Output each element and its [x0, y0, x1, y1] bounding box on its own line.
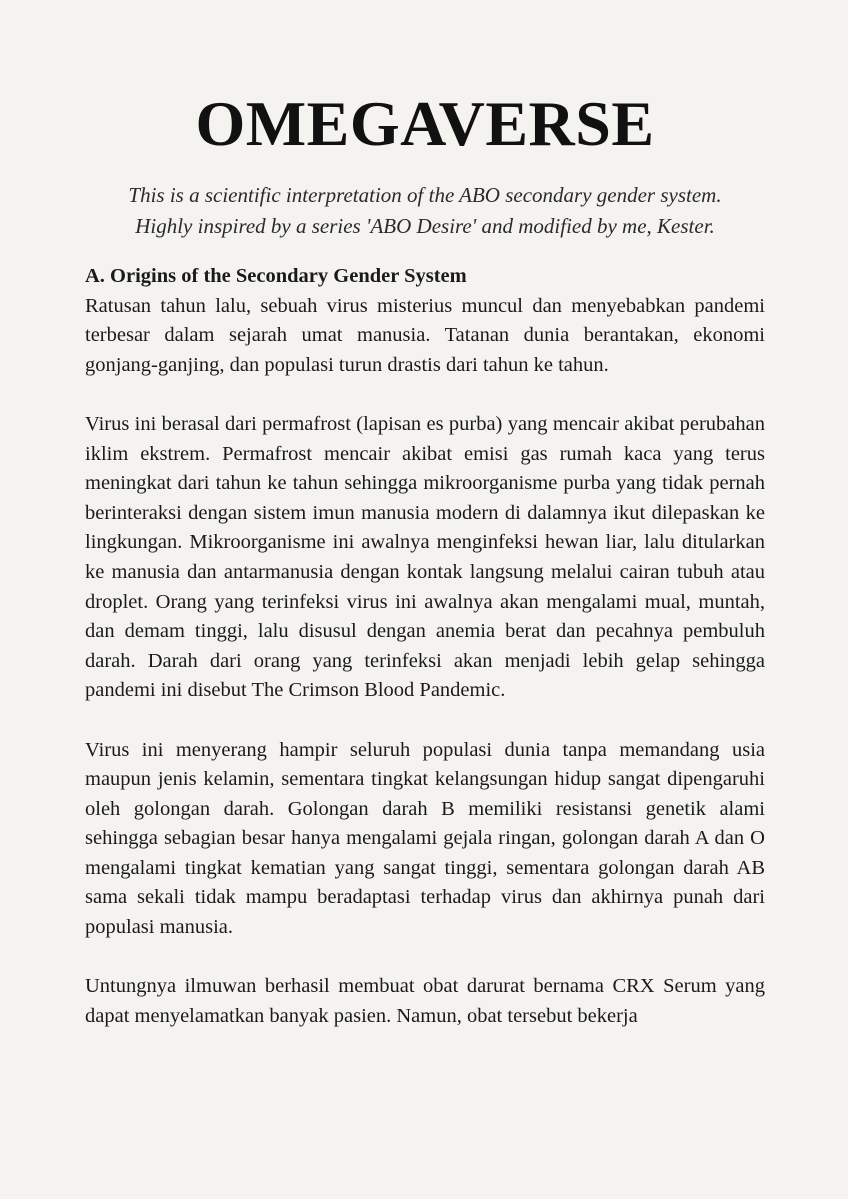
subtitle-line: Highly inspired by a series 'ABO Desire' and modified by me, Kester. [135, 214, 715, 238]
paragraph-spacer [85, 380, 765, 410]
subtitle [85, 180, 765, 242]
subtitle-line: This is a scientific interpretation of the ABO secondary gender system. [128, 183, 722, 207]
page-title: OMEGAVERSE [195, 88, 655, 159]
paragraph: Untungnya ilmuwan berhasil membuat obat darurat bernama CRX Serum yang dapat menyelamatkan banyak pasien. Namun, obat tersebut bekerja [85, 975, 765, 1027]
paragraph: Virus ini menyerang hampir seluruh populasi dunia tanpa memandang usia maupun jenis kelamin, sementara tingkat kelangsungan hidup sangat dipengaruhi oleh golongan darah. Golongan darah B memiliki resistansi genetik alami sehingga sebagian besar hanya mengalami gejala ringan, golongan darah A dan O mengalami tingkat kematian yang sangat tinggi, sementara golongan darah AB sama sekali tidak mampu beradaptasi terhadap virus dan akhirnya punah dari populasi manusia. [85, 738, 765, 939]
document-body [85, 262, 765, 1031]
paragraph: Ratusan tahun lalu, sebuah virus misterius muncul dan menyebabkan pandemi terbesar dalam sejarah umat manusia. Tatanan dunia berantakan, ekonomi gonjang-ganjing, dan populasi turun drastis dari tahun ke tahun. [85, 294, 765, 376]
section-heading: A. Origins of the Secondary Gender System [85, 265, 467, 287]
paragraph-spacer [85, 706, 765, 736]
paragraph-spacer [85, 943, 765, 973]
paragraph: Virus ini berasal dari permafrost (lapisan es purba) yang mencair akibat perubahan iklim ekstrem. Permafrost mencair akibat emisi gas rumah kaca yang terus meningkat dari tahun ke tahun sehingga mikroorganisme purba yang tidak pernah berinteraksi dengan sistem imun manusia modern di dalamnya ikut dilepaskan ke lingkungan. Mikroorganisme ini awalnya menginfeksi hewan liar, lalu ditularkan ke manusia dan antarmanusia dengan kontak langsung melalui cairan tubuh atau droplet. Orang yang terinfeksi virus ini awalnya akan mengalami mual, muntah, dan demam tinggi, lalu disusul dengan anemia berat dan pecahnya pembuluh darah. Darah dari orang yang terinfeksi akan menjadi lebih gelap sehingga pandemi ini disebut The Crimson Blood Pandemic. [85, 412, 765, 702]
